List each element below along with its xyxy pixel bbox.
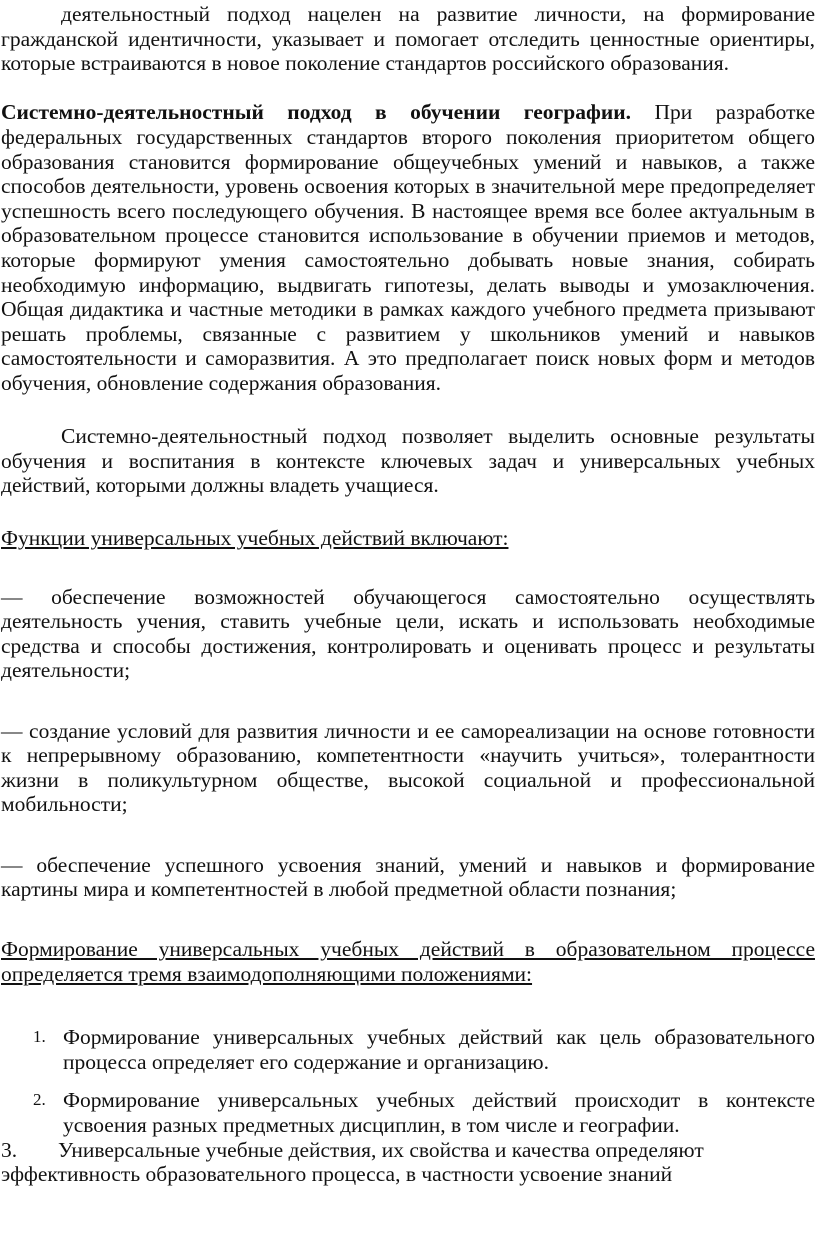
functions-heading: Функции универсальных учебных действий включают: bbox=[1, 526, 509, 551]
function-item-3: — обеспечение успешного усвоения знаний, умений и навыков и формирование картины мира и компетентностей в любой предметной области познания; bbox=[1, 852, 815, 902]
function-item-1: — обеспечение возможностей обучающегося самостоятельно осуществлять деятельность учения, ставить учебные цели, искать и использовать необходимые средства и способы достижения, контролировать и оценивать процесс и результаты деятельности; bbox=[1, 584, 815, 683]
section-heading: Системно-деятельностный подход в обучении географии. bbox=[1, 100, 632, 125]
list-item-text: Универсальные учебные действия, их свойства и качества определяют эффективность образовательного процесса, в частности усвоение знаний bbox=[1, 1137, 704, 1187]
list-item bbox=[1, 1025, 815, 1074]
list-item-number: 2. bbox=[33, 1090, 46, 1110]
paragraph-results: Системно-деятельностный подход позволяет выделить основные результаты обучения и воспитания в контексте ключевых задач и универсальных учебных действий, которыми должны владеть учащиеся. bbox=[1, 424, 815, 498]
paragraph-intro: деятельностный подход нацелен на развитие личности, на формирование гражданской идентичности, указывает и помогает отследить ценностные ориентиры, которые встраиваются в новое поколение стандартов российского образования. bbox=[1, 2, 815, 76]
section-paragraph bbox=[1, 100, 815, 395]
list-item-3 bbox=[1, 1138, 815, 1187]
numbered-list bbox=[1, 1025, 815, 1137]
formation-heading: Формирование универсальных учебных действий в образовательном процессе определяется тремя взаимодополняющими положениями: bbox=[1, 937, 815, 986]
list-item-text: Формирование универсальных учебных действий происходит в контексте усвоения разных предметных дисциплин, в том числе и географии. bbox=[63, 1088, 815, 1137]
function-item-2: — создание условий для развития личности и ее самореализации на основе готовности к непрерывному образованию, компетентности «научить учиться», толерантности жизни в поликультурном обществе, высокой социальной и профессиональной мобильности; bbox=[1, 718, 815, 817]
list-item-number: 1. bbox=[33, 1027, 46, 1047]
list-item-number: 3. bbox=[1, 1137, 18, 1162]
list-item-text: Формирование универсальных учебных действий как цель образовательного процесса определяет его содержание и организацию. bbox=[63, 1025, 815, 1074]
section-body: При разработке федеральных государственных стандартов второго поколения приоритетом общего образования становится формирование общеучебных умений и навыков, а также способов деятельности, уровень освоения которых в значительной мере предопределяет успешность всего последующего обучения. В настоящее время все более актуальным в образовательном процессе становится использование в обучении приемов и методов, которые формируют умения самостоятельно добывать новые знания, собирать необходимую информацию, выдвигать гипотезы, делать выводы и умозаключения. Общая дидактика и частные методики в рамках каждого учебного предмета призывают решать проблемы, связанные с развитием у школьников умений и навыков самостоятельности и саморазвития. А это предполагает поиск новых форм и методов обучения, обновление содержания образования. bbox=[1, 100, 815, 395]
list-item bbox=[1, 1088, 815, 1137]
